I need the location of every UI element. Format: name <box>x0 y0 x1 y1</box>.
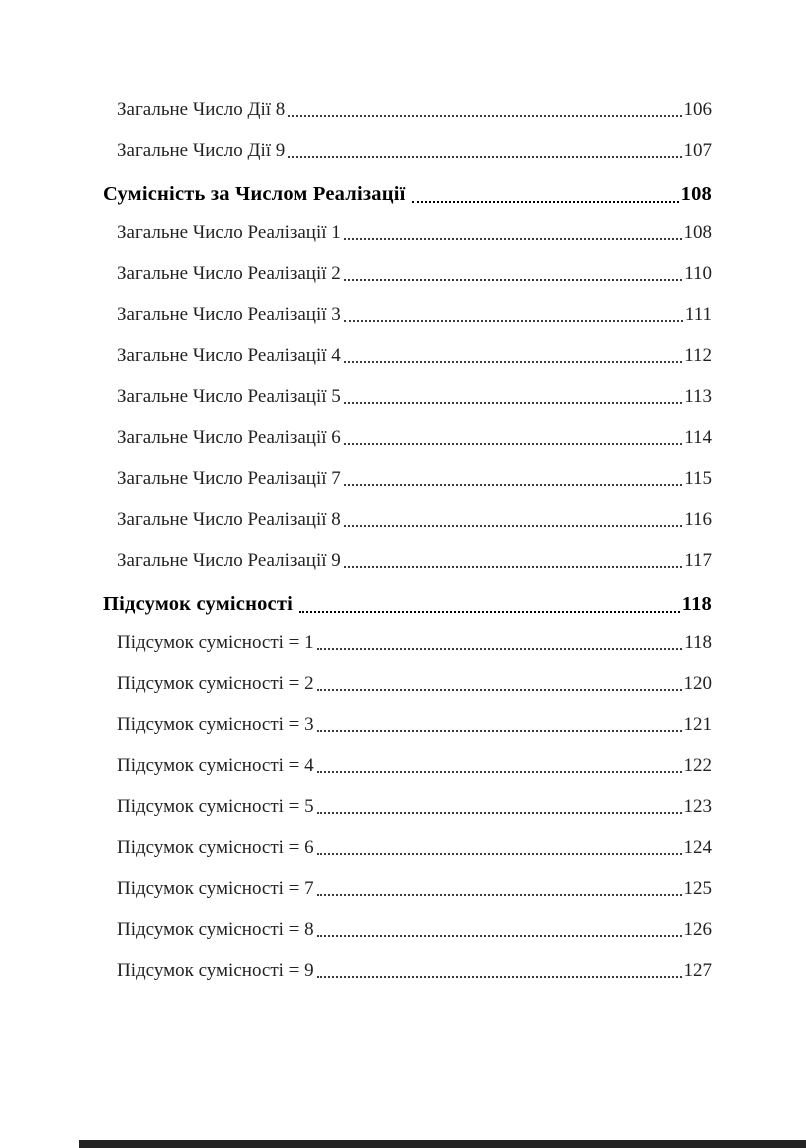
leader-dots <box>317 730 682 732</box>
toc-entry <box>103 837 712 859</box>
toc-label: Підсумок сумісності = 9 <box>117 960 314 981</box>
toc-label: Загальне Число Реалізації 2 <box>117 263 341 284</box>
toc-label: Підсумок сумісності = 2 <box>117 673 314 694</box>
leader-dots <box>344 279 682 281</box>
table-of-contents <box>103 99 712 1001</box>
toc-label: Загальне Число Дії 8 <box>117 99 286 120</box>
leader-dots <box>317 894 682 896</box>
toc-page-number: 122 <box>683 755 712 776</box>
toc-label: Загальне Число Дії 9 <box>117 140 286 161</box>
toc-label: Загальне Число Реалізації 8 <box>117 509 341 530</box>
toc-page-number: 121 <box>683 714 712 735</box>
toc-label: Підсумок сумісності = 3 <box>117 714 314 735</box>
toc-entry <box>103 919 712 941</box>
leader-dots <box>344 361 682 363</box>
toc-label: Загальне Число Реалізації 6 <box>117 427 341 448</box>
leader-dots <box>317 935 682 937</box>
toc-entry <box>103 427 712 449</box>
toc-label: Підсумок сумісності = 8 <box>117 919 314 940</box>
toc-page-number: 123 <box>683 796 712 817</box>
toc-section-heading <box>103 181 712 207</box>
toc-page-number: 116 <box>684 509 712 530</box>
toc-page-number: 114 <box>684 427 712 448</box>
leader-dots <box>344 402 682 404</box>
leader-dots <box>344 238 682 240</box>
toc-entry <box>103 140 712 162</box>
toc-page-number: 107 <box>683 140 712 161</box>
toc-label: Підсумок сумісності = 7 <box>117 878 314 899</box>
toc-page-number: 115 <box>684 468 712 489</box>
toc-entry <box>103 222 712 244</box>
toc-entry <box>103 960 712 982</box>
toc-label: Підсумок сумісності <box>103 593 293 615</box>
toc-page-number: 113 <box>684 386 712 407</box>
toc-entry <box>103 796 712 818</box>
toc-entry <box>103 509 712 531</box>
leader-dots <box>317 976 682 978</box>
toc-page-number: 118 <box>684 632 712 653</box>
leader-dots <box>317 812 682 814</box>
toc-entry <box>103 304 712 326</box>
page-bottom-edge <box>79 1140 806 1148</box>
toc-label: Загальне Число Реалізації 5 <box>117 386 341 407</box>
toc-entry <box>103 878 712 900</box>
leader-dots <box>299 611 680 613</box>
leader-dots <box>344 443 682 445</box>
toc-page-number: 118 <box>681 593 712 615</box>
toc-page-number: 108 <box>680 183 712 205</box>
toc-page-number: 110 <box>684 263 712 284</box>
toc-entry <box>103 632 712 654</box>
toc-page-number: 120 <box>683 673 712 694</box>
toc-entry <box>103 99 712 121</box>
toc-entry <box>103 386 712 408</box>
toc-page-number: 108 <box>683 222 712 243</box>
leader-dots <box>317 853 682 855</box>
toc-label: Підсумок сумісності = 6 <box>117 837 314 858</box>
toc-page-number: 125 <box>683 878 712 899</box>
toc-page-number: 112 <box>684 345 712 366</box>
leader-dots <box>344 566 682 568</box>
toc-label: Сумісність за Числом Реалізації <box>103 183 406 205</box>
toc-entry <box>103 550 712 572</box>
toc-page-number: 126 <box>683 919 712 940</box>
leader-dots <box>344 525 682 527</box>
toc-label: Підсумок сумісності = 5 <box>117 796 314 817</box>
toc-page-number: 117 <box>684 550 712 571</box>
toc-label: Підсумок сумісності = 4 <box>117 755 314 776</box>
leader-dots <box>317 648 683 650</box>
toc-label: Загальне Число Реалізації 9 <box>117 550 341 571</box>
leader-dots <box>317 689 682 691</box>
toc-entry <box>103 673 712 695</box>
toc-entry <box>103 468 712 490</box>
toc-entry <box>103 714 712 736</box>
toc-label: Загальне Число Реалізації 4 <box>117 345 341 366</box>
toc-entry <box>103 263 712 285</box>
leader-dots <box>344 484 682 486</box>
toc-label: Підсумок сумісності = 1 <box>117 632 314 653</box>
toc-page-number: 111 <box>684 304 712 325</box>
toc-label: Загальне Число Реалізації 1 <box>117 222 341 243</box>
leader-dots <box>288 156 681 158</box>
leader-dots <box>344 320 683 322</box>
toc-entry <box>103 345 712 367</box>
toc-page-number: 127 <box>683 960 712 981</box>
leader-dots <box>317 771 682 773</box>
toc-page-number: 106 <box>683 99 712 120</box>
leader-dots <box>288 115 681 117</box>
toc-section-heading <box>103 591 712 617</box>
toc-label: Загальне Число Реалізації 3 <box>117 304 341 325</box>
leader-dots <box>412 201 679 203</box>
toc-page-number: 124 <box>683 837 712 858</box>
toc-entry <box>103 755 712 777</box>
toc-label: Загальне Число Реалізації 7 <box>117 468 341 489</box>
